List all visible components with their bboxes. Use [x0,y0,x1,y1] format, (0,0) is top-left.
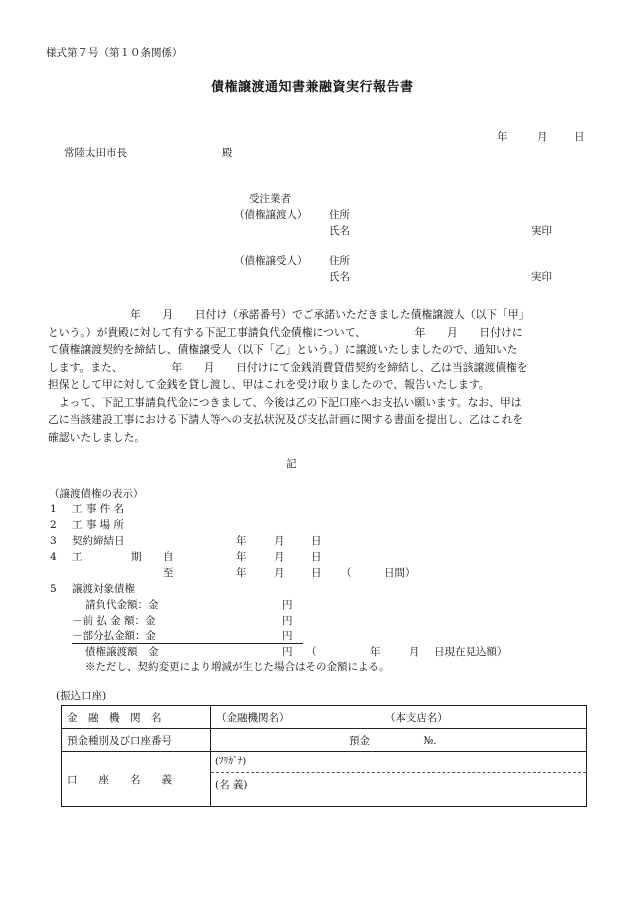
contract-amount-label: 請負代金額：金 [85,599,159,611]
account-table [61,705,587,807]
period-label-a: 工 [72,551,83,563]
account-holder-label [62,752,211,807]
period-label-b: 期 [131,551,142,563]
period-from: 自 [163,551,174,563]
period-to: 至 [163,567,174,579]
work-site-label: 工 事 場 所 [72,519,125,531]
date-month: 月 [537,131,548,143]
account-number-label: №. [423,734,437,747]
date-day: 日 [574,131,585,143]
body-line-8: 確認いたしました。 [48,430,146,444]
transferor-role: （債権譲渡人） [234,209,308,221]
advance-amount-label: －前 払 金 額：金 [72,615,156,627]
transfer-amount-yen: 円 [282,646,293,658]
body-line-7: 乙に当該建設工事における下請人等への支払状況及び支払計画に関する書面を提出し、乙はこれを [48,413,524,426]
partial-amount-label: －部分払金額：金 [72,630,156,642]
body-line-1: 年 月 日付け（承諾番号）でご承諾いただきました債権譲渡人（以下「甲」 [130,308,530,321]
transferee-name-label: 氏名 [329,271,350,283]
item-2-number: 2 [50,519,57,531]
contractor-label: 受注業者 [249,193,291,205]
partial-amount-yen: 円 [282,630,293,642]
account-heading: (振込口座) [56,690,107,702]
days-label: 日間） [384,567,416,579]
deposit-label: 預金 [349,734,370,747]
transferee-role: （債権譲受人） [234,255,308,267]
transfer-amount-label: 債権譲渡額 金 [85,646,159,658]
amount-note: ※ただし、契約変更により増減が生じた場合はその金額による。 [85,661,390,673]
period-to-month: 月 [274,567,285,579]
branch-placeholder: （本支店名） [384,711,448,724]
account-type-cell[interactable] [211,729,587,752]
body-line-4: します。また、 年 月 日付けにて金銭消費貸借契約を締結し、乙は当該譲渡債権を [48,360,528,374]
recipient-name: 常陸太田市長 [64,147,127,159]
bank-name-placeholder: （金融機関名） [216,711,290,724]
account-type-label-text: 預金種別及び口座番号 [67,734,172,747]
account-type-label [62,729,211,752]
transferor-seal: 実印 [531,225,552,237]
body-line-5: 担保として甲に対して金銭を貸し渡し、甲はこれを受け取りましたので、報告いたします。 [48,378,490,391]
contract-date-label: 契約締結日 [72,535,125,547]
body-line-2: という。）が貴殿に対して有する下記工事請負代金債権について、 年 月 日付けに [48,325,523,339]
furigana-label: (ﾌﾘｶﾞﾅ) [215,756,247,767]
bank-name-label-text: 金 融 機 関 名 [67,711,162,724]
recipient-honorific: 殿 [222,147,233,159]
item-3-number: 3 [50,535,57,547]
transferee-address-label: 住所 [329,255,350,267]
claim-heading: （譲渡債権の表示） [49,488,144,500]
estimate-year: 年 [370,646,381,658]
notice-body [48,306,586,446]
item-4-number: 4 [50,551,57,563]
item-5-number: 5 [50,583,57,595]
body-line-6: よって、下記工事請負代金につきまして、今後は乙の下記口座へお支払い願います。なお、甲は [48,395,522,409]
work-name-label: 工 事 件 名 [72,503,125,515]
account-holder-label-text: 口 座 名 義 [67,773,172,786]
transferor-name-label: 氏名 [329,225,350,237]
furigana-row[interactable] [211,752,586,772]
date-year: 年 [497,131,508,143]
account-holder-cell[interactable] [211,752,587,807]
target-claim-label: 譲渡対象債権 [72,583,135,595]
bank-name-label [62,706,211,729]
estimate-close: 日現在見込額） [434,646,508,658]
ki-heading: 記 [286,458,297,470]
holder-name-label: (名 義) [215,779,248,791]
period-from-month: 月 [274,551,285,563]
days-open: （ [341,567,352,579]
estimate-open: （ [306,646,317,658]
transferor-address-label: 住所 [329,209,350,221]
advance-amount-yen: 円 [282,615,293,627]
item-1-number: 1 [50,503,57,515]
transferee-seal: 実印 [531,271,552,283]
period-to-year: 年 [236,567,247,579]
period-from-year: 年 [236,551,247,563]
subtotal-rule [72,643,303,644]
bank-name-cell[interactable] [211,706,587,729]
contract-date-month: 月 [274,535,285,547]
form-label: 様式第７号（第１０条関係） [46,47,183,59]
body-line-3: て債権譲渡契約を締結し、債権譲受人（以下「乙」という。）に譲渡いたしましたので、通知いた [48,343,518,356]
contract-date-day: 日 [311,535,322,547]
contract-amount-yen: 円 [282,599,293,611]
page-title: 債権譲渡通知書兼融資実行報告書 [211,80,414,95]
period-to-day: 日 [311,567,322,579]
estimate-month: 月 [409,646,420,658]
contract-date-year: 年 [236,535,247,547]
period-from-day: 日 [311,551,322,563]
holder-name-row[interactable] [211,772,586,805]
